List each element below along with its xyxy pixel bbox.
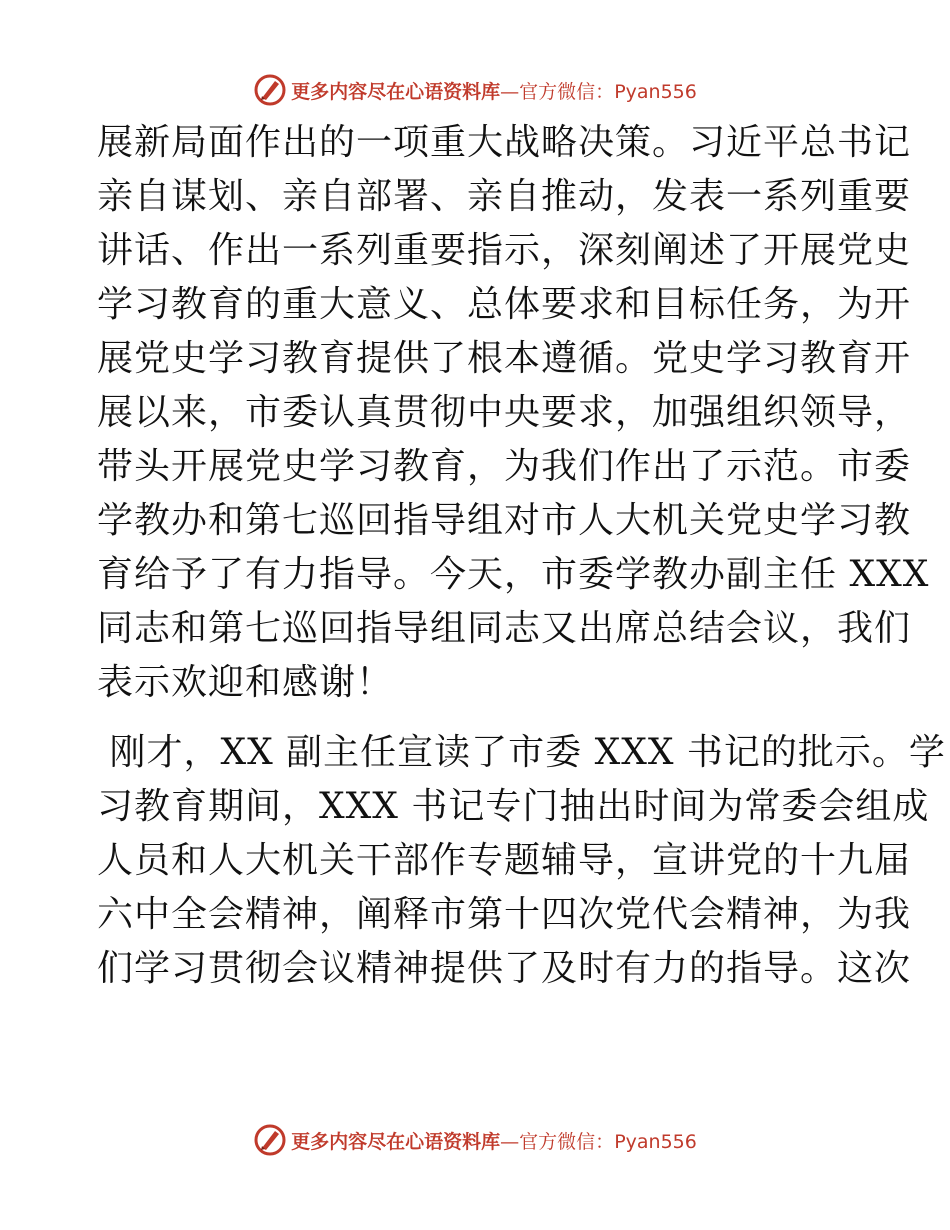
header-watermark <box>0 70 950 110</box>
watermark-dash: — <box>500 1130 520 1153</box>
watermark-wechat-label: 官方微信： <box>519 80 615 103</box>
text-line: 习教育期间，XXX 书记专门抽出时间为常委会组成 <box>97 786 930 827</box>
text-line: 刚才，XX 副主任宣读了市委 XXX 书记的批示。学 <box>97 732 946 773</box>
watermark-wechat-id: Pyan556 <box>614 1130 697 1153</box>
text-line: 展党史学习教育提供了根本遵循。党史学习教育开 <box>97 338 912 379</box>
text-line: 育给予了有力指导。今天，市委学教办副主任 XXX <box>97 554 930 595</box>
text-line: 展新局面作出的一项重大战略决策。习近平总书记 <box>97 122 912 163</box>
paragraph-1 <box>97 116 930 710</box>
watermark-prefix: 更多内容尽在心语资料库 <box>291 1130 501 1153</box>
document-body <box>97 116 946 996</box>
watermark-dash: — <box>500 80 520 103</box>
watermark-wechat-label: 官方微信： <box>519 1130 615 1153</box>
text-line: 表示欢迎和感谢！ <box>97 662 394 703</box>
watermark-prefix: 更多内容尽在心语资料库 <box>291 80 501 103</box>
paragraph-2 <box>97 726 946 996</box>
footer-watermark <box>0 1120 950 1160</box>
watermark-text <box>291 1127 697 1154</box>
paragraph-gap <box>97 710 857 726</box>
text-line: 亲自谋划、亲自部署、亲自推动，发表一系列重要 <box>97 176 912 217</box>
text-line: 同志和第七巡回指导组同志又出席总结会议，我们 <box>97 608 912 649</box>
text-line: 们学习贯彻会议精神提供了及时有力的指导。这次 <box>97 948 912 989</box>
text-line: 人员和人大机关干部作专题辅导，宣讲党的十九届 <box>97 840 912 881</box>
text-line: 学教办和第七巡回指导组对市人大机关党史学习教 <box>97 500 912 541</box>
watermark-wechat-id: Pyan556 <box>614 80 697 103</box>
quill-pen-logo-icon <box>253 73 287 107</box>
quill-pen-logo-icon <box>253 1123 287 1157</box>
watermark-text <box>291 77 697 104</box>
text-line: 六中全会精神，阐释市第十四次党代会精神，为我 <box>97 894 912 935</box>
text-line: 讲话、作出一系列重要指示，深刻阐述了开展党史 <box>97 230 912 271</box>
text-line: 带头开展党史学习教育，为我们作出了示范。市委 <box>97 446 912 487</box>
text-line: 展以来，市委认真贯彻中央要求，加强组织领导， <box>97 392 912 433</box>
text-line: 学习教育的重大意义、总体要求和目标任务，为开 <box>97 284 912 325</box>
